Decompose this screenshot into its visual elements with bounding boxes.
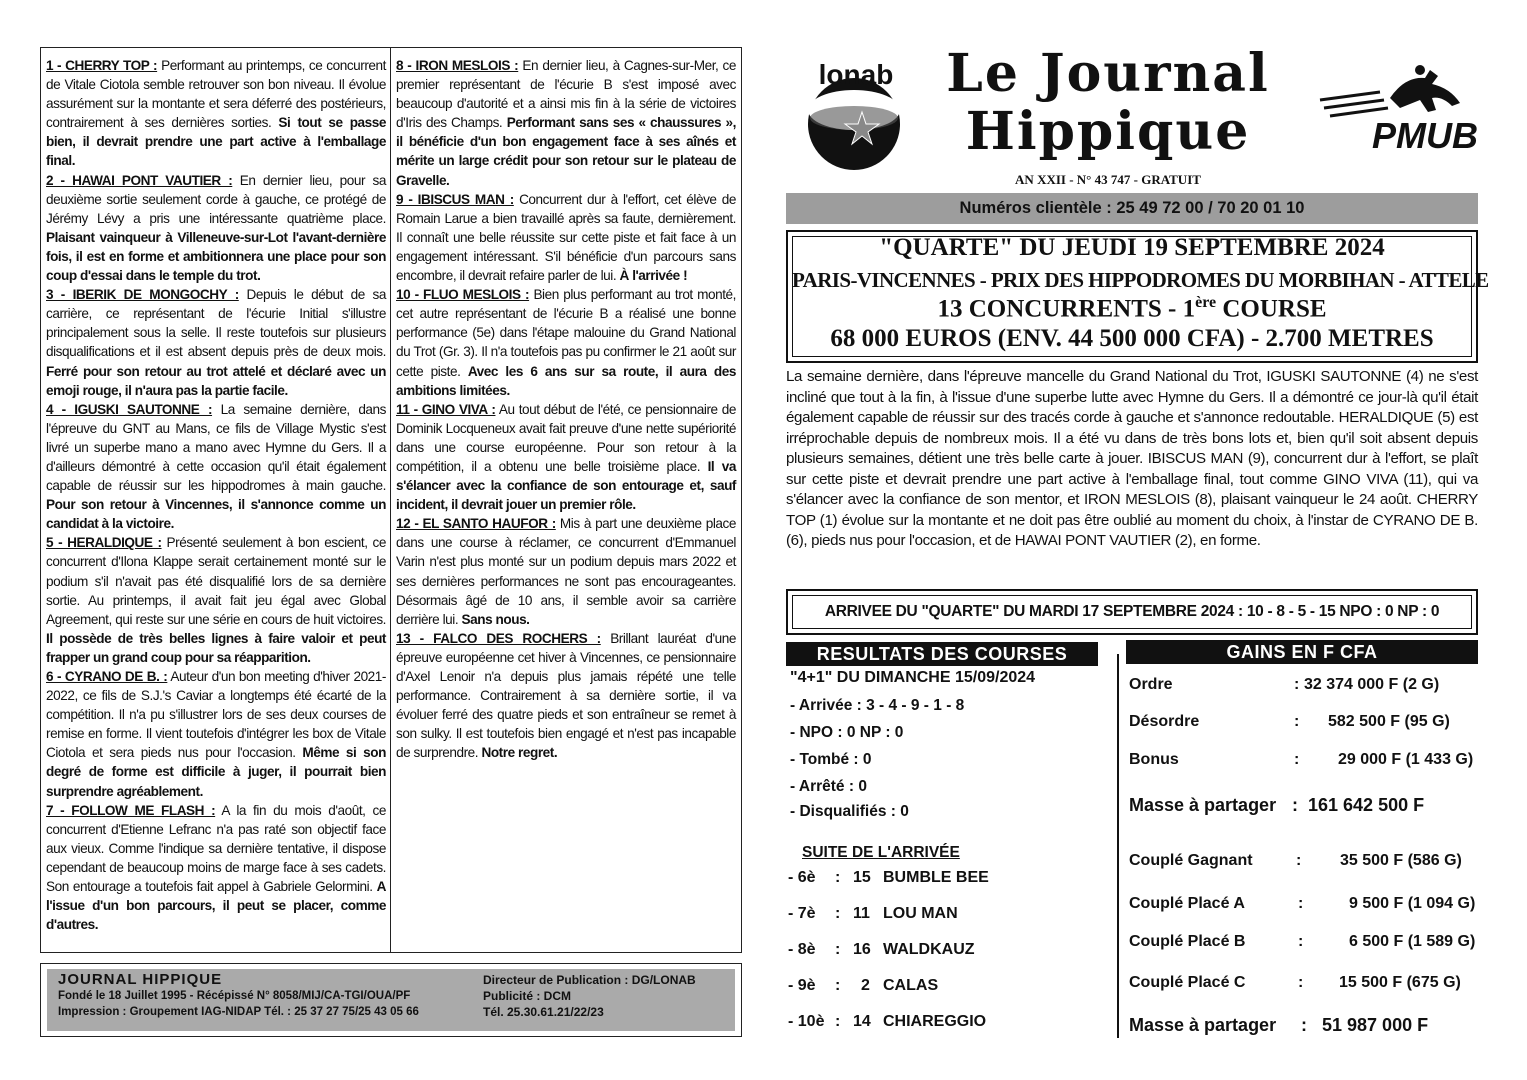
horse-verdict: Sans nous.: [461, 611, 530, 627]
horse-comment: [396, 629, 736, 763]
horse-text: Brillant lauréat d'une épreuve européenne cet hiver à Vincennes, ce pensionnaire d'Axel Lenoir n'a depuis plus jamais répété une telle performance. Contrairement à sa dernière sortie, il va évoluer ferré des quatre pieds et son entraîneur se remet à son sulky. Il est toutefois bien engagé et n'est pas incapable de surprendre.: [396, 630, 737, 761]
gain-label: Couplé Placé C: [1129, 974, 1246, 991]
svg-text:lonab: lonab: [818, 59, 894, 90]
gain-value: 51 987 000 F: [1322, 1015, 1429, 1035]
gain-label: Masse à partager: [1129, 1015, 1277, 1035]
gain-label: Désordre: [1129, 713, 1200, 730]
results-line: - Arrêté : 0: [790, 778, 867, 795]
gain-sep: :: [1294, 713, 1300, 730]
horse-text: Au tout début de l'été, ce pensionnaire de Dominik Locqueneux avait fait preuve d'une nette supériorité dans une course européenne. Pour son retour à la compétition, il a obtenu une belle troisième place.: [396, 401, 736, 474]
gain-label: Couplé Placé A: [1129, 895, 1245, 912]
horse-comment: [46, 667, 386, 801]
suite-rank: - 10è: [788, 1013, 825, 1030]
horse-text: Depuis le début de sa carrière, ce représentant de l'écurie Initial s'illustre principalement sous la selle. Il reste toutefois sur plusieurs disqualifications et il est absent depuis près de deux mois.: [46, 287, 386, 360]
commentary-column-1: [46, 56, 386, 934]
gain-value: 6 500 F (1 589 G): [1349, 933, 1476, 950]
horse-name: 1 - CHERRY TOP :: [46, 58, 158, 73]
gain-label: Masse à partager: [1129, 795, 1277, 815]
horse-comment: [396, 514, 736, 629]
horse-verdict: Il possède de très belles lignes à faire valoir et peut frapper un grand coup pour sa réapparition.: [46, 630, 386, 665]
suite-num: 2: [861, 977, 870, 994]
gain-value: 15 500 F (675 G): [1339, 974, 1461, 991]
results-line: - Disqualifiés : 0: [790, 803, 909, 820]
suite-name: BUMBLE BEE: [883, 869, 989, 886]
horse-comment: [46, 400, 386, 534]
horse-comment: [396, 285, 736, 400]
gain-sep: :: [1301, 1015, 1307, 1035]
horse-text: A la fin du mois d'août, ce concurrent d'Etienne Lefranc n'a pas raté son objectif face aux vieux. Comme l'indique sa dernière tentative, il dispose cependant de beaucoup moins de marge face à ses cadets. Son entourage a toutefois fait appel à Gabriele Gelormini.: [46, 802, 386, 895]
horse-verdict: Notre regret.: [481, 745, 558, 761]
suite-name: CALAS: [883, 977, 939, 994]
horse-comment: [46, 56, 386, 171]
horse-verdict: Plaisant vainqueur à Villeneuve-sur-Lot l'avant-dernière fois, il est en forme et ambitionnera une place pour son coup d'essai dans le temple du trot.: [46, 229, 386, 284]
horse-verdict: Il va s'élancer avec la confiance de son entourage et, sauf incident, il devrait jouer un premier rôle.: [396, 458, 736, 513]
lonab-logo: [804, 52, 908, 172]
suite-num: 11: [853, 905, 870, 922]
results-line: - Tombé : 0: [790, 751, 872, 768]
pmub-logo: [1310, 58, 1480, 158]
suite-name: LOU MAN: [883, 905, 958, 922]
quarte-title: "QUARTE" DU JEUDI 19 SEPTEMBRE 2024: [879, 234, 1385, 261]
commentary-column-2: [396, 56, 736, 762]
footer-print: Impression : Groupement IAG-NIDAP Tél. : 25 37 27 75/25 43 05 66: [58, 1006, 419, 1018]
horse-text: En dernier lieu, à Cagnes-sur-Mer, ce premier représentant de l'écurie B s'est imposé avec beaucoup d'autorité et a ainsi mis fin à la série de victoires d'Iris des Champs.: [396, 58, 736, 131]
gain-value: 161 642 500 F: [1308, 795, 1425, 815]
horse-verdict: À l'arrivée !: [619, 268, 688, 284]
horse-comment: [46, 285, 386, 400]
gain-sep: :: [1294, 676, 1300, 693]
horse-text: Présenté seulement à bon escient, ce concurrent d'Ilona Klappe serait certainement monté sur le podium s'il n'avait pas été disqualifié lors de sa dernière sortie. Au printemps, il avait fait jeu égal avec Global Agreement, qui reste sur une série en cours de huit victoires.: [46, 535, 386, 627]
horse-name: 2 - HAWAI PONT VAUTIER :: [46, 172, 233, 188]
horse-text: En dernier lieu, pour sa deuxième sortie seulement corde à gauche, ce protégé de Jérémy Lévy a pris une intéressante quatrième place.: [46, 172, 386, 226]
suite-sep: :: [835, 977, 841, 994]
journal-title-line2: Hippique: [965, 101, 1251, 162]
horse-name: 13 - FALCO DES ROCHERS :: [396, 630, 601, 646]
footer-director: Directeur de Publication : DG/LONAB: [483, 973, 696, 987]
suite-sep: :: [835, 905, 841, 922]
suite-rank: - 6è: [788, 869, 816, 886]
footer-phone: Tél. 25.30.61.21/22/23: [483, 1005, 604, 1019]
suite-rank: - 8è: [788, 941, 816, 958]
gain-label: Bonus: [1129, 751, 1179, 768]
suite-rank: - 7è: [788, 905, 816, 922]
gain-label: Ordre: [1129, 676, 1173, 693]
svg-text:PMUB: PMUB: [1372, 115, 1478, 156]
horse-text: Mis à part une deuxième place dans une course à réclamer, ce concurrent d'Emmanuel Varin n'est plus monté sur un podium depuis mars 2022 et ses dernières performances ne sont pas encourageantes. Désormais âgé de 10 ans, il semble avoir sa carrière derrière lui.: [396, 516, 737, 627]
horse-name: 9 - IBISCUS MAN :: [396, 191, 514, 207]
quarte-prize: 68 000 EUROS (ENV. 44 500 000 CFA) - 2.700 METRES: [830, 325, 1434, 352]
horse-name: 11 - GINO VIVA :: [396, 401, 496, 417]
horse-verdict: Ferré pour son retour au trot attelé et déclaré avec un emoji rouge, il n'aura pas la partie facile.: [46, 363, 386, 398]
gain-sep: :: [1294, 751, 1300, 768]
gain-value: 9 500 F (1 094 G): [1349, 895, 1476, 912]
horse-comment: [46, 171, 386, 286]
issue-number: AN XXII - N° 43 747 - GRATUIT: [1015, 172, 1201, 187]
results-divider: [1117, 654, 1119, 1038]
horse-comment: [396, 56, 736, 190]
gains-header: GAINS EN F CFA: [1126, 640, 1478, 664]
horse-text: Auteur d'un bon meeting d'hiver 2021-2022, ce fils de S.J.'s Caviar a longtemps été écarté de la compétition. Il n'a pu s'illustrer lors de ses deux courses de remise en forme. Il vient toutefois d'intégrer les box de Vitale Ciotola et sera pieds nus pour l'occasion.: [46, 669, 386, 761]
results-line: - Arrivée : 3 - 4 - 9 - 1 - 8: [790, 697, 965, 714]
horse-comment: [46, 533, 386, 667]
suite-name: CHIAREGGIO: [883, 1013, 987, 1030]
horse-name: 3 - IBERIK DE MONGOCHY :: [46, 287, 239, 303]
horse-name: 5 - HERALDIQUE :: [46, 535, 162, 551]
horse-verdict: A l'issue d'un bon parcours, il peut se placer, comme d'autres.: [46, 879, 386, 933]
horse-name: 10 - FLUO MESLOIS :: [396, 287, 530, 303]
suite-sep: :: [835, 941, 841, 958]
suite-title: SUITE DE L'ARRIVÉE: [802, 844, 960, 861]
horse-name: 6 - CYRANO DE B. :: [46, 669, 168, 684]
gain-sep: :: [1298, 974, 1304, 991]
horse-name: 12 - EL SANTO HAUFOR :: [396, 516, 556, 532]
suite-num: 14: [853, 1013, 871, 1030]
suite-name: WALDKAUZ: [883, 941, 975, 958]
customer-phone-bar: Numéros clientèle : 25 49 72 00 / 70 20 01 10: [786, 193, 1478, 224]
gain-value: 32 374 000 F (2 G): [1304, 676, 1440, 693]
journal-title-line1: Le Journal: [946, 43, 1270, 104]
horse-name: 4 - IGUSKI SAUTONNE :: [46, 401, 213, 417]
race-summary: La semaine dernière, dans l'épreuve mancelle du Grand National du Trot, IGUSKI SAUTONNE (4) ne s'est incliné que tout à la fin, à l'issue d'une superbe lutte avec Hymne du Gers. Il a démontré ce jour-là qu'il était également capable de réussir sur des tracés corde à gauche et s'annonce redoutable. HERALDIQUE (5) est irréprochable depuis de nombreux mois. Il a été vu dans de très bons lots et, bien qu'il soit absent depuis plusieurs semaines, détient une très belle carte à jouer. IBISCUS MAN (9), concurrent dur à l'effort, se plaît sur cette piste et devrait prendre une part active à l'emballage final, tout comme GINO VIVA (11), qui va s'élancer avec la confiance de son mentor, et IRON MESLOIS (8), plaisant vainqueur le 24 août. CHERRY TOP (1) évolue sur la montante et ne doit pas être oublié au moment du choix, à l'instar de CYRANO DE B. (6), pieds nus pour l'occasion, et de HAWAI PONT VAUTIER (2), en forme.: [786, 368, 1478, 549]
horse-comment: [396, 400, 736, 515]
horse-text: Bien plus performant au trot monté, cet autre représentant de l'écurie B a réalisé une bonne performance (5e) dans l'étape malouine du Grand National du Trot (Gr. 3). Il n'a toutefois pas pu confirmer le 21 août sur cette piste.: [396, 287, 736, 379]
horse-name: 7 - FOLLOW ME FLASH :: [46, 802, 216, 818]
gain-sep: :: [1298, 895, 1304, 912]
suite-sep: :: [835, 1013, 841, 1030]
horse-verdict: Si tout se passe bien, il devrait prendre une part active à l'emballage final.: [46, 115, 386, 169]
horse-text: Concurrent dur à l'effort, cet élève de Romain Larue a bien travaillé après sa faute, dernièrement. Il connaît une belle réussite sur cette piste et fait face à un engagement intéressant. S'il bénéficie d'un parcours sans encombre, il devrait refaire parler de lui.: [396, 191, 736, 284]
horse-name: 8 - IRON MESLOIS :: [396, 58, 519, 73]
arrivee-result: ARRIVEE DU "QUARTE" DU MARDI 17 SEPTEMBRE 2024 : 10 - 8 - 5 - 15 NPO : 0 NP : 0: [792, 595, 1472, 629]
gain-value: 582 500 F (95 G): [1328, 713, 1450, 730]
results-header: RESULTATS DES COURSES: [786, 642, 1098, 666]
gain-label: Couplé Gagnant: [1129, 852, 1253, 869]
gain-sep: :: [1292, 795, 1298, 815]
horse-comment: [46, 801, 386, 935]
horse-verdict: Avec les 6 ans sur sa route, il aura des ambitions limitées.: [396, 363, 737, 398]
gain-sep: :: [1298, 933, 1304, 950]
gain-value: 29 000 F (1 433 G): [1338, 751, 1474, 768]
horse-verdict: Performant sans ses « chaussures », il bénéficie d'un bon engagement face à ses aînés et mérite un large crédit pour son retour sur le plateau de Gravelle.: [396, 115, 736, 188]
gain-sep: :: [1296, 852, 1302, 869]
footer-ads: Publicité : DCM: [483, 989, 572, 1003]
gain-value: 35 500 F (586 G): [1340, 852, 1462, 869]
horse-text: La semaine dernière, dans l'épreuve du GNT au Mans, ce fils de Village Mystic s'est livré un superbe mano a mano avec Hymne du Gers. Il a d'ailleurs démontré à cette occasion qu'il était également capable de réussir sur les hippodromes à main gauche.: [46, 401, 386, 494]
quarte-runners: 13 CONCURRENTS - 1ère COURSE: [937, 294, 1327, 323]
horse-verdict: Même si son degré de forme est difficile à juger, il pourrait bien surprendre agréablement.: [46, 745, 386, 799]
suite-num: 15: [853, 869, 871, 886]
horse-verdict: Pour son retour à Vincennes, il s'annonce comme un candidat à la victoire.: [46, 497, 386, 532]
results-line: - NPO : 0 NP : 0: [790, 724, 904, 741]
suite-num: 16: [853, 941, 871, 958]
footer-founded: Fondé le 18 Juillet 1995 - Récépissé N° 8058/MIJ/CA-TGI/OUA/PF: [58, 990, 411, 1002]
gain-label: Couplé Placé B: [1129, 933, 1246, 950]
column-divider: [390, 47, 391, 953]
footer-title: JOURNAL HIPPIQUE: [58, 971, 223, 988]
results-subtitle: "4+1" DU DIMANCHE 15/09/2024: [790, 669, 1036, 686]
horse-comment: [396, 190, 736, 285]
horse-text: Performant au printemps, ce concurrent de Vitale Ciotola semble retrouver son bon niveau. Il évolue assurément sur la montante et sera déferré des postérieurs, contrairement à ses dernières sorties.: [46, 58, 386, 131]
suite-sep: :: [835, 869, 841, 886]
suite-rank: - 9è: [788, 977, 816, 994]
quarte-venue: PARIS-VINCENNES - PRIX DES HIPPODROMES DU MORBIHAN - ATTELE: [792, 268, 1489, 292]
